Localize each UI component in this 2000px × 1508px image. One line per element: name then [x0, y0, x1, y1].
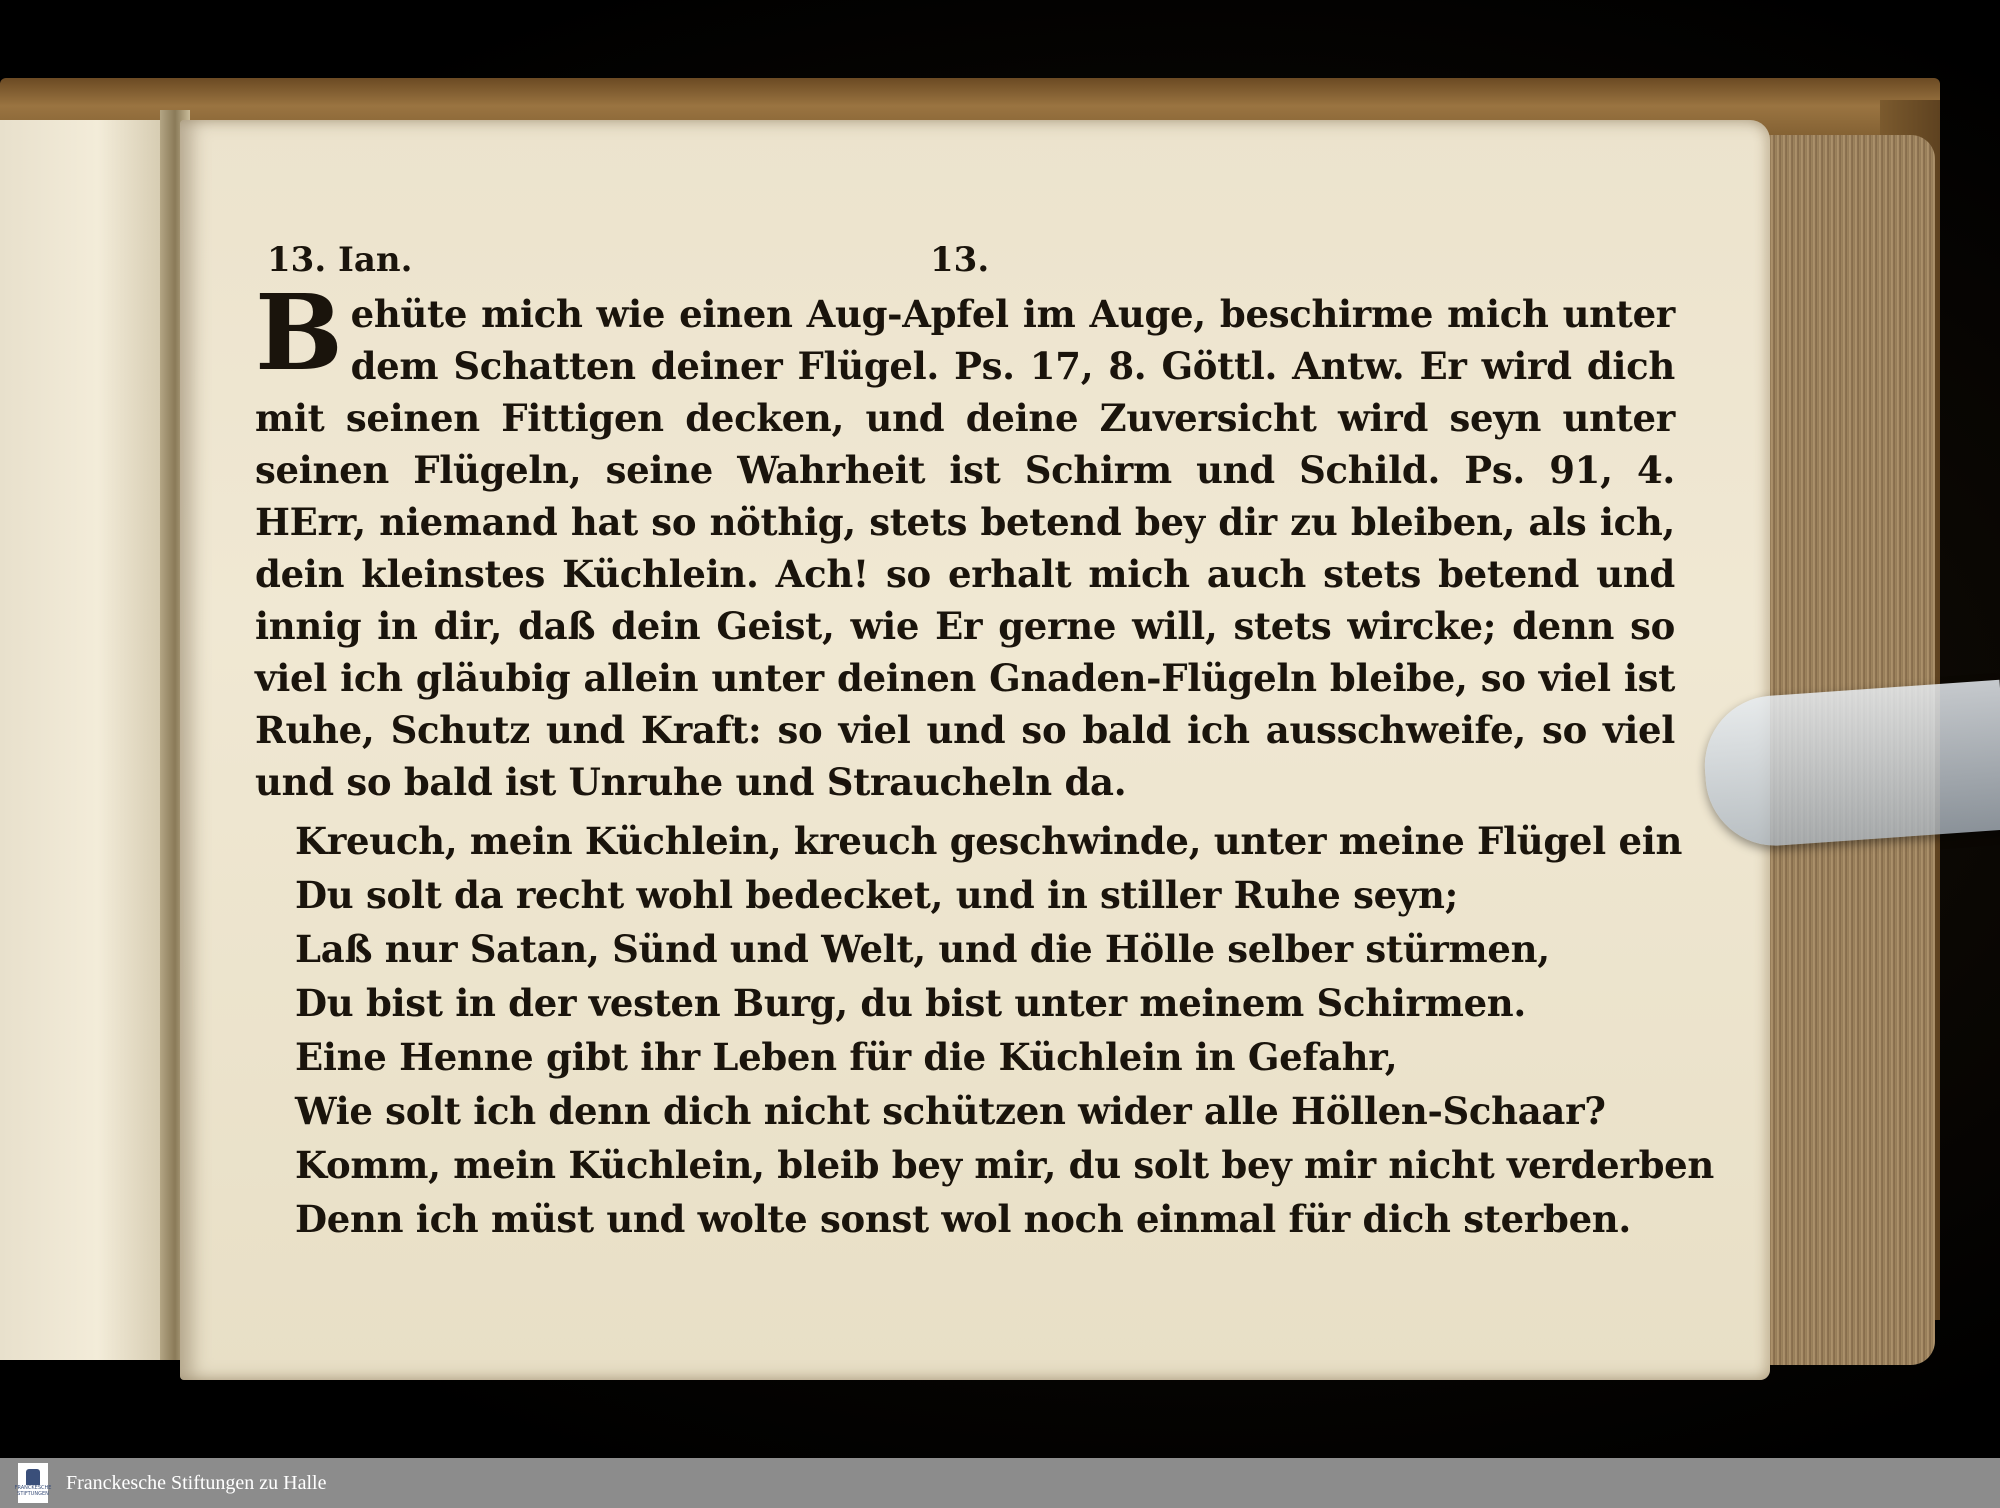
- verse-text: ehüte mich wie einen Aug-Apfel im Auge, beschirme mich unter dem Schatten deiner Flügel. Ps. 17, 8. Göttl. Antw. Er wird dich mit seinen Fittigen decken, und deine Zuversicht wird seyn unter seinen Flügeln, seine Wahrheit ist Schirm und Schild. Ps. 91, 4. HErr, niemand hat so nöthig, stets betend bey dir zu bleiben, als ich, dein kleinstes Küchlein. Ach! so erhalt mich auch stets betend und innig in dir, daß dein Geist, wie Er gerne will, stets wircke; denn so viel ich gläubig allein unter deinen Gnaden-Flügeln bleibe, so viel ist Ruhe, Schutz und Kraft: so viel und so bald ich ausschweife, so viel und so bald ist Unruhe und Straucheln da.: [255, 292, 1675, 804]
- poem-line: Kreuch, mein Küchlein, kreuch geschwinde, unter meine Flügel ein: [295, 819, 1683, 863]
- poem-line: Du solt da recht wohl bedecket, und in stiller Ruhe seyn;: [295, 873, 1459, 917]
- poem-line: Komm, mein Küchlein, bleib bey mir, du solt bey mir nicht verderben: [295, 1143, 1715, 1187]
- institution-name: Franckesche Stiftungen zu Halle: [66, 1471, 327, 1494]
- poem-line: Wie solt ich denn dich nicht schützen wider alle Höllen-Schaar?: [295, 1089, 1606, 1133]
- poem-line: Denn ich müst und wolte sonst wol noch einmal für dich sterben.: [295, 1197, 1631, 1241]
- left-page: [0, 120, 178, 1360]
- poem-line: Du bist in der vesten Burg, du bist unter meinem Schirmen.: [295, 981, 1526, 1025]
- poem-line: Eine Henne gibt ihr Leben für die Küchlein in Gefahr,: [295, 1035, 1398, 1079]
- building-icon: [26, 1469, 40, 1485]
- page-number: 13.: [930, 240, 990, 280]
- page-text: [255, 240, 1715, 1246]
- poem: [295, 814, 1715, 1246]
- page-clip: [1700, 680, 2000, 851]
- verse-paragraph: [255, 271, 1675, 808]
- institution-logo: [14, 1463, 52, 1503]
- footer-bar: [0, 1458, 2000, 1508]
- logo-text: STIFTUNGEN: [17, 1491, 49, 1497]
- date-heading: 13. Ian.: [267, 240, 413, 280]
- poem-line: Laß nur Satan, Sünd und Welt, und die Hölle selber stürmen,: [295, 927, 1550, 971]
- page-header: [255, 240, 1675, 288]
- drop-cap: B: [255, 271, 343, 394]
- logo-text: FRANCKESCHE: [14, 1485, 52, 1491]
